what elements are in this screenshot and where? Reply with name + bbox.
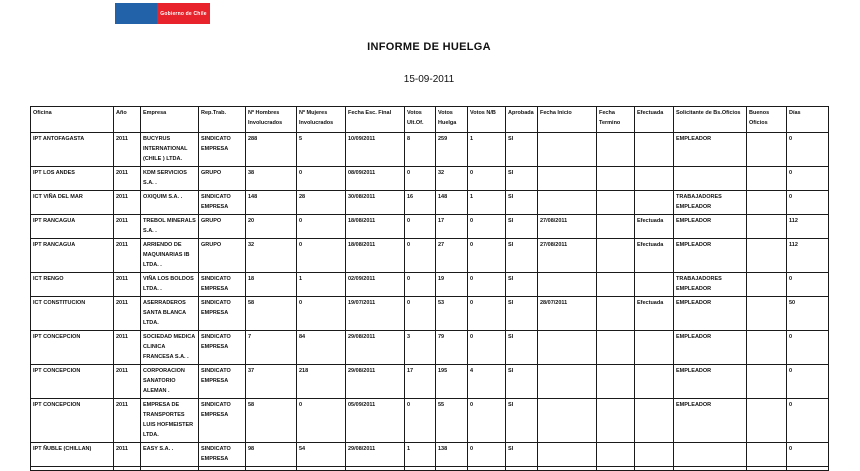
table-cell: IPT ÑUBLE (CHILLAN) [31,443,114,467]
table-cell: 2011 [114,273,141,297]
table-cell [436,467,468,471]
table-cell: 19 [436,273,468,297]
table-cell: GRUPO [199,167,246,191]
column-header: Días [787,107,829,133]
table-cell: SI [506,365,538,399]
table-cell: 27 [436,239,468,273]
report-date: 15-09-2011 [403,74,455,85]
table-cell: SI [506,215,538,239]
table-cell: 4 [468,365,506,399]
table-cell [538,191,597,215]
table-cell [506,467,538,471]
table-row [31,191,829,215]
table-cell: 112 [787,239,829,273]
table-cell: 0 [468,297,506,331]
table-cell: 17 [436,215,468,239]
table-cell [747,443,787,467]
table-cell: 148 [246,191,297,215]
table-cell: 2011 [114,365,141,399]
table-cell: 28/07/2011 [538,297,597,331]
table-cell: 17 [405,365,436,399]
column-header: Efectuada [635,107,674,133]
table-cell: 98 [246,443,297,467]
table-cell: IPT RANCAGUA [31,215,114,239]
column-header: Fecha Esc. Final [346,107,405,133]
table-cell: Efectuada [635,239,674,273]
table-row [31,331,829,365]
table-cell [597,297,635,331]
table-cell: 0 [787,167,829,191]
table-cell: SINDICATO EMPRESA [199,331,246,365]
table-cell: SOCIEDAD MEDICA CLINICA FRANCESA S.A. . [141,331,199,365]
table-cell: 32 [246,239,297,273]
table-cell: 0 [468,167,506,191]
table-row [31,443,829,467]
table-cell: GRUPO [199,215,246,239]
column-header: Fecha Termino [597,107,635,133]
table-cell: 2011 [114,215,141,239]
table-cell [405,467,436,471]
table-cell [538,331,597,365]
table-cell: 55 [436,399,468,443]
column-header: Rep.Trab. [199,107,246,133]
table-cell [597,273,635,297]
table-cell [597,167,635,191]
table-cell: 0 [787,133,829,167]
table-cell [246,467,297,471]
table-cell: 10/09/2011 [346,133,405,167]
table-cell: 1 [468,191,506,215]
table-cell: 58 [246,297,297,331]
gobierno-de-chile-logo [115,3,210,24]
table-cell: SINDICATO EMPRESA [199,273,246,297]
table-cell [346,467,405,471]
logo-blue-block [115,3,157,24]
table-cell: 50 [787,297,829,331]
table-cell: SINDICATO EMPRESA [199,443,246,467]
table-cell: 79 [436,331,468,365]
table-cell: 138 [436,443,468,467]
table-cell [468,467,506,471]
column-header: Aprobada [506,107,538,133]
table-cell: 0 [468,443,506,467]
table-cell: 195 [436,365,468,399]
table-cell: ICT RENGO [31,273,114,297]
table-cell: 37 [246,365,297,399]
table-cell: 19/07/2011 [346,297,405,331]
table-cell: 08/09/2011 [346,167,405,191]
table-cell: 0 [787,331,829,365]
column-header: Votos N/B [468,107,506,133]
table-cell: ICT VIÑA DEL MAR [31,191,114,215]
table-cell: 18 [246,273,297,297]
table-cell [597,239,635,273]
table-cell: EMPLEADOR [674,239,747,273]
table-cell: 0 [405,297,436,331]
table-cell: BUCYRUS INTERNATIONAL (CHILE ) LTDA. [141,133,199,167]
table-cell: EMPLEADOR [674,215,747,239]
table-cell: EMPLEADOR [674,133,747,167]
table-cell [674,443,747,467]
table-cell: 3 [405,331,436,365]
table-cell [747,215,787,239]
table-cell: 0 [405,239,436,273]
table-cell: 7 [246,331,297,365]
table-row [31,239,829,273]
table-cell [747,467,787,471]
table-cell: SI [506,443,538,467]
table-cell [141,467,199,471]
table-cell: 0 [468,215,506,239]
table-cell: 0 [468,399,506,443]
table-cell: SINDICATO EMPRESA [199,191,246,215]
table-cell: SI [506,399,538,443]
table-cell: 1 [405,443,436,467]
table-cell: 8 [405,133,436,167]
column-header: Oficina [31,107,114,133]
table-cell: 18/08/2011 [346,215,405,239]
table-cell: EMPLEADOR [674,297,747,331]
table-cell [635,191,674,215]
table-cell [538,467,597,471]
table-cell: TRABAJADORES EMPLEADOR [674,191,747,215]
table-cell: 0 [297,239,346,273]
column-header: Buenos Oficios [747,107,787,133]
table-cell: ASERRADEROS SANTA BLANCA LTDA. [141,297,199,331]
table-cell: 0 [787,365,829,399]
table-cell: 218 [297,365,346,399]
logo-text: Gobierno de Chile [160,10,207,17]
table-cell [747,273,787,297]
table-cell: 0 [405,399,436,443]
table-cell [538,365,597,399]
table-cell: 2011 [114,167,141,191]
table-cell: Efectuada [635,215,674,239]
table-row [31,167,829,191]
table-cell [597,399,635,443]
table-cell: 27/08/2011 [538,215,597,239]
table-cell: 32 [436,167,468,191]
table-row [31,297,829,331]
table-cell [635,365,674,399]
table-cell [199,467,246,471]
table-cell: 18/08/2011 [346,239,405,273]
table-cell: 1 [468,133,506,167]
logo-red-block [157,3,210,24]
table-cell: 2011 [114,443,141,467]
table-cell [635,167,674,191]
table-cell [635,331,674,365]
table-cell: IPT RANCAGUA [31,239,114,273]
table-cell [747,133,787,167]
table-cell: 5 [297,133,346,167]
table-cell [597,215,635,239]
column-header: Empresa [141,107,199,133]
table-cell: 16 [405,191,436,215]
table-cell: SI [506,273,538,297]
table-cell [635,399,674,443]
table-cell: IPT CONCEPCION [31,365,114,399]
table-cell: SI [506,297,538,331]
table-cell [538,167,597,191]
table-cell [597,443,635,467]
table-cell [597,331,635,365]
table-cell: TRABAJADORES EMPLEADOR [674,273,747,297]
column-header: Solicitante de Bs.Oficios [674,107,747,133]
table-cell [538,133,597,167]
table-cell: SINDICATO EMPRESA [199,399,246,443]
table-cell: 53 [436,297,468,331]
table-cell [538,273,597,297]
table-cell: 0 [405,215,436,239]
table-cell: 0 [468,331,506,365]
column-header: Año [114,107,141,133]
table-cell: 0 [297,215,346,239]
table-cell: 148 [436,191,468,215]
table-cell: 288 [246,133,297,167]
table-cell: 0 [787,191,829,215]
table-row [31,215,829,239]
table-cell: 2011 [114,297,141,331]
table-cell: 0 [297,167,346,191]
table-cell: SI [506,191,538,215]
table-cell [787,467,829,471]
table-cell: Efectuada [635,297,674,331]
table-cell [747,239,787,273]
table-row [31,133,829,167]
strike-report-table [30,106,829,471]
table-cell: SINDICATO EMPRESA [199,133,246,167]
table-header-row [31,107,829,133]
table-cell: CORPORACION SANATORIO ALEMAN . [141,365,199,399]
table-cell [635,443,674,467]
table-cell: ARRIENDO DE MAQUINARIAS IB LTDA. . [141,239,199,273]
table-cell: 112 [787,215,829,239]
table-cell: 0 [297,297,346,331]
table-cell [597,467,635,471]
table-cell: 28 [297,191,346,215]
table-cell: ICT CONSTITUCION [31,297,114,331]
table-cell [747,399,787,443]
column-header: Fecha Inicio [538,107,597,133]
table-row [31,399,829,443]
table-cell [635,273,674,297]
table-cell: 29/08/2011 [346,331,405,365]
table-cell: 20 [246,215,297,239]
table-cell: VIÑA LOS BOLDOS LTDA. . [141,273,199,297]
table-cell [747,167,787,191]
table-cell: 02/09/2011 [346,273,405,297]
table-cell: 0 [787,443,829,467]
table-cell [597,365,635,399]
table-cell [747,297,787,331]
table-cell: 38 [246,167,297,191]
table-cell: 1 [297,273,346,297]
table-cell: IPT LOS ANDES [31,167,114,191]
table-cell: EMPLEADOR [674,365,747,399]
table-cell: 0 [787,273,829,297]
table-cell: TREBOL MINERALS S.A. . [141,215,199,239]
table-row [31,273,829,297]
table-cell [635,467,674,471]
table-row [31,467,829,471]
table-cell: 259 [436,133,468,167]
table-cell: SI [506,239,538,273]
table-cell: 0 [468,273,506,297]
table-cell: EMPLEADOR [674,331,747,365]
table-cell: SINDICATO EMPRESA [199,297,246,331]
table-cell [538,399,597,443]
table-cell: SI [506,167,538,191]
table-cell: IPT CONCEPCION [31,399,114,443]
table-cell: 27/08/2011 [538,239,597,273]
table-cell: EASY S.A. . [141,443,199,467]
table-cell: 84 [297,331,346,365]
table-cell: IPT CONCEPCION [31,331,114,365]
table-cell: KDM SERVICIOS S.A. . [141,167,199,191]
table-cell [747,365,787,399]
table-cell [635,133,674,167]
table-cell: 0 [787,399,829,443]
report-title: INFORME DE HUELGA [367,41,491,53]
table-cell [674,167,747,191]
table-cell: 2011 [114,331,141,365]
table-cell: OXIQUIM S.A. . [141,191,199,215]
table-cell [114,467,141,471]
table-cell [674,467,747,471]
table-cell: 30/08/2011 [346,191,405,215]
column-header: Votos Ult.Of. [405,107,436,133]
table-cell: 54 [297,443,346,467]
table-cell [538,443,597,467]
table-cell: SINDICATO EMPRESA [199,365,246,399]
table-cell: 2011 [114,399,141,443]
table-cell: 2011 [114,191,141,215]
table-cell: 0 [405,167,436,191]
table-cell [31,467,114,471]
table-cell [297,467,346,471]
table-row [31,365,829,399]
table-cell [747,331,787,365]
table-cell: 0 [405,273,436,297]
table-cell: GRUPO [199,239,246,273]
table-body [31,133,829,471]
table-cell [597,133,635,167]
table-cell: 58 [246,399,297,443]
column-header: Votos Huelga [436,107,468,133]
table-cell: 29/08/2011 [346,365,405,399]
table-cell: EMPLEADOR [674,399,747,443]
table-cell: 2011 [114,239,141,273]
table-cell: EMPRESA DE TRANSPORTES LUIS HOFMEISTER LTDA. [141,399,199,443]
table-cell: IPT ANTOFAGASTA [31,133,114,167]
table-cell: SI [506,133,538,167]
table-cell: 0 [297,399,346,443]
column-header: Nº Mujeres Involucrados [297,107,346,133]
table-cell [747,191,787,215]
table-cell: 2011 [114,133,141,167]
table-cell: 0 [468,239,506,273]
table-cell: 05/09/2011 [346,399,405,443]
table-cell [597,191,635,215]
column-header: Nº Hombres Involucrados [246,107,297,133]
table-cell: SI [506,331,538,365]
table-cell: 29/08/2011 [346,443,405,467]
